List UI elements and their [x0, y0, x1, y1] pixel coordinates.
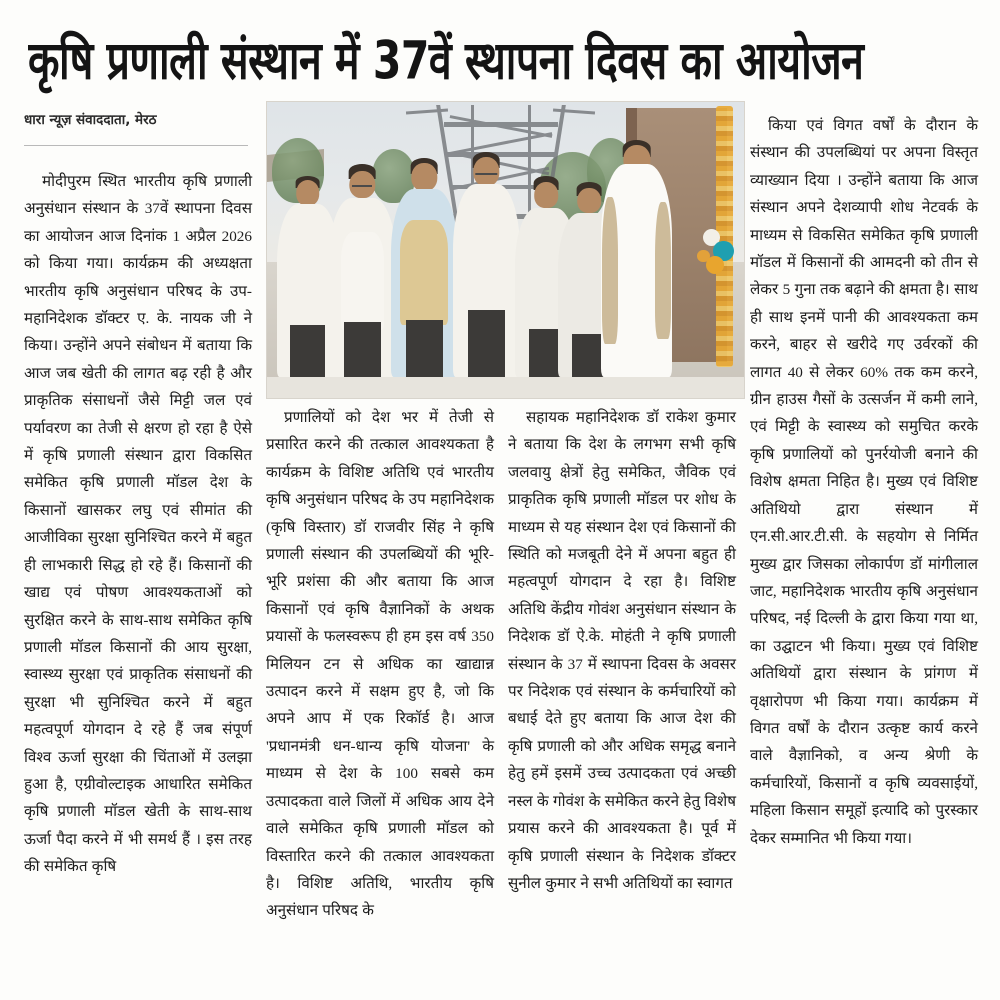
article-photo: [266, 101, 745, 399]
person-figure-front: [453, 152, 520, 377]
article-paragraph: सहायक महानिदेशक डॉ राकेश कुमार ने बताया कि देश के लगभग सभी कृषि जलवायु क्षेत्रों हेतु समेकित, जैविक एवं प्राकृतिक कृषि प्रणाली मॉडल पर शोध के माध्यम से यह संस्थान देश एवं किसानों की स्थिति को मजबूती देने में अपना बहुत ही महत्वपूर्ण योगदान दे रहा है। विशिष्ट अतिथि केंद्रीय गोवंश अनुसंधान संस्थान के निदेशक डॉ ऐ.के. मोहंती ने कृषि प्रणाली संस्थान के 37 में स्थापना दिवस के अवसर पर निदेशक एवं संस्थान के कर्मचारियों को बधाई देते हुए बताया कि आज देश की कृषि प्रणाली को और अधिक समृद्ध बनाने हेतु हमें इसमें उच्च उत्पादकता एवं अच्छी नस्ल के गोवंश के समेकित करने हेतु विशेष प्रयास करने की आवश्यकता है। पूर्व में कृषि प्रणाली संस्थान के निदेशक डॉक्टर सुनील कुमार ने सभी अतिथियों का स्वागत: [508, 409, 736, 892]
photo-scene: [267, 102, 744, 398]
person-figure-chief-guest: [601, 140, 673, 377]
person-figure-front: [391, 158, 458, 377]
article-column-3: [508, 404, 736, 897]
byline: धारा न्यूज़ संवाददाता, मेरठ: [24, 112, 157, 128]
page-title: कृषि प्रणाली संस्थान में 37वें स्थापना दिवस का आयोजन: [28, 29, 864, 92]
article-column-4: [750, 112, 978, 852]
person-figure-front: [329, 164, 396, 377]
article-paragraph: मोदीपुरम स्थित भारतीय कृषि प्रणाली अनुसंधान संस्थान के 37वें स्थापना दिवस का आयोजन आज दिनांक 1 अप्रैल 2026 को किया गया। कार्यक्रम की अध्यक्षता भारतीय कृषि अनुसंधान परिषद के उप-महानिदेशक डॉक्टर ए. के. नायक जी ने किया। उन्होंने अपने संबोधन में बताया कि आज जब खेती की लागत बढ़ रही है और प्राकृतिक संसाधनों जैसे मिट्टी जल एवं पर्यावरण का तेजी से क्षरण हो रहा है ऐसे में कृषि प्रणाली संस्थान द्वारा विकसित समेकित कृषि प्रणाली मॉडल देश के किसानों खासकर लघु एवं सीमांत की आजीविका सुरक्षा सुनिश्चित करने में बहुत ही लाभकारी सिद्ध हो रहे हैं। किसानों की खाद्य एवं पोषण आवश्यकताओं को सुरक्षित करने के साथ-साथ समेकित कृषि प्रणाली मॉडल किसानों की आय सुरक्षा, स्वास्थ्य सुरक्षा एवं प्राकृतिक संसाधनों की सुरक्षा भी सुनिश्चित करने में बहुत महत्वपूर्ण योगदान दे रहे हैं जब संपूर्ण विश्व ऊर्जा सुरक्षा की चिंताओं में उलझा हुआ है, एग्रीवोल्टाइक आधारित समेकित कृषि प्रणाली मॉडल खेती के साथ-साथ ऊर्जा पैदा करने में भी समर्थ हैं । इस तरह की समेकित कृषि: [24, 173, 252, 876]
photo-footer-band: [267, 377, 744, 398]
article-paragraph: किया एवं विगत वर्षों के दौरान के संस्थान की उपलब्धियां पर अपना विस्तृत व्याख्यान दिया । उन्होंने बताया कि आज संस्थान अपने देशव्यापी शोध नेटवर्क के माध्यम से विकसित समेकित कृषि प्रणाली मॉडल में किसानों की आमदनी को तीन से लेकर 5 गुना तक बढ़ाने की क्षमता है। साथ ही साथ इनमें पानी की आवश्यकता कम करने, बाहर से खरीदे गए उर्वरकों की लागत 40 से लेकर 60% तक कम करने, ग्रीन हाउस गैसों के उत्सर्जन में कमी लाने, एवं मिट्टी के स्वास्थ्य को समुचित करके कृषि प्रणालियों को पुनर्रयोजी बनाने की विशेष क्षमता निहित है। मुख्य एवं विशिष्ट अतिथियो द्वारा संस्थान में एन.सी.आर.टी.सी. के सहयोग से निर्मित मुख्य द्वार जिसका लोकार्पण डॉ मांगीलाल जाट, महानिदेशक भारतीय कृषि अनुसंधान परिषद, नई दिल्ली के द्वारा किया गया था, का उद्घाटन भी किया। मुख्य एवं विशिष्ट अतिथियों द्वारा संस्थान के प्रांगण में वृक्षारोपण भी किया गया। कार्यक्रम में विगत वर्षों के दौरान उत्कृष्ट कार्य करने वाले वैज्ञानिको, व अन्य श्रेणी के कर्मचारियों, किसानों व कृषि व्यवसाईयों, महिला किसान समूहों इत्यादि को पुरस्कार देकर सम्मानित भी किया गया।: [750, 117, 978, 847]
decoration-pompom: [697, 250, 709, 262]
article-column-1: [24, 168, 252, 881]
article-paragraph: प्रणालियों को देश भर में तेजी से प्रसारित करने की तत्काल आवश्यकता है कार्यक्रम के विशिष्ट अतिथि एवं भारतीय कृषि अनुसंधान परिषद के उप महानिदेशक (कृषि विस्तार) डॉ राजवीर सिंह ने कृषि प्रणाली संस्थान की उपलब्धियों की भूरि-भूरि प्रशंसा की और बताया कि आज किसानों एवं कृषि वैज्ञानिकों के अथक प्रयासों के फलस्वरूप ही हम इस वर्ष 350 मिलियन टन से अधिक का खाद्यान्न उत्पादन करने में सक्षम हुए है, जो कि अपने आप में एक रिकॉर्ड है। आज 'प्रधानमंत्री धन-धान्य कृषि योजना' के माध्यम से देश के 100 सबसे कम उत्पादकता वाले जिलों में अधिक आय देने वाले समेकित कृषि प्रणाली मॉडल को विस्तारित करने की तत्काल आवश्यकता है। विशिष्ट अतिथि, भारतीय कृषि अनुसंधान परिषद के: [266, 409, 494, 920]
article-column-2: [266, 404, 494, 925]
byline-divider: [24, 145, 248, 146]
